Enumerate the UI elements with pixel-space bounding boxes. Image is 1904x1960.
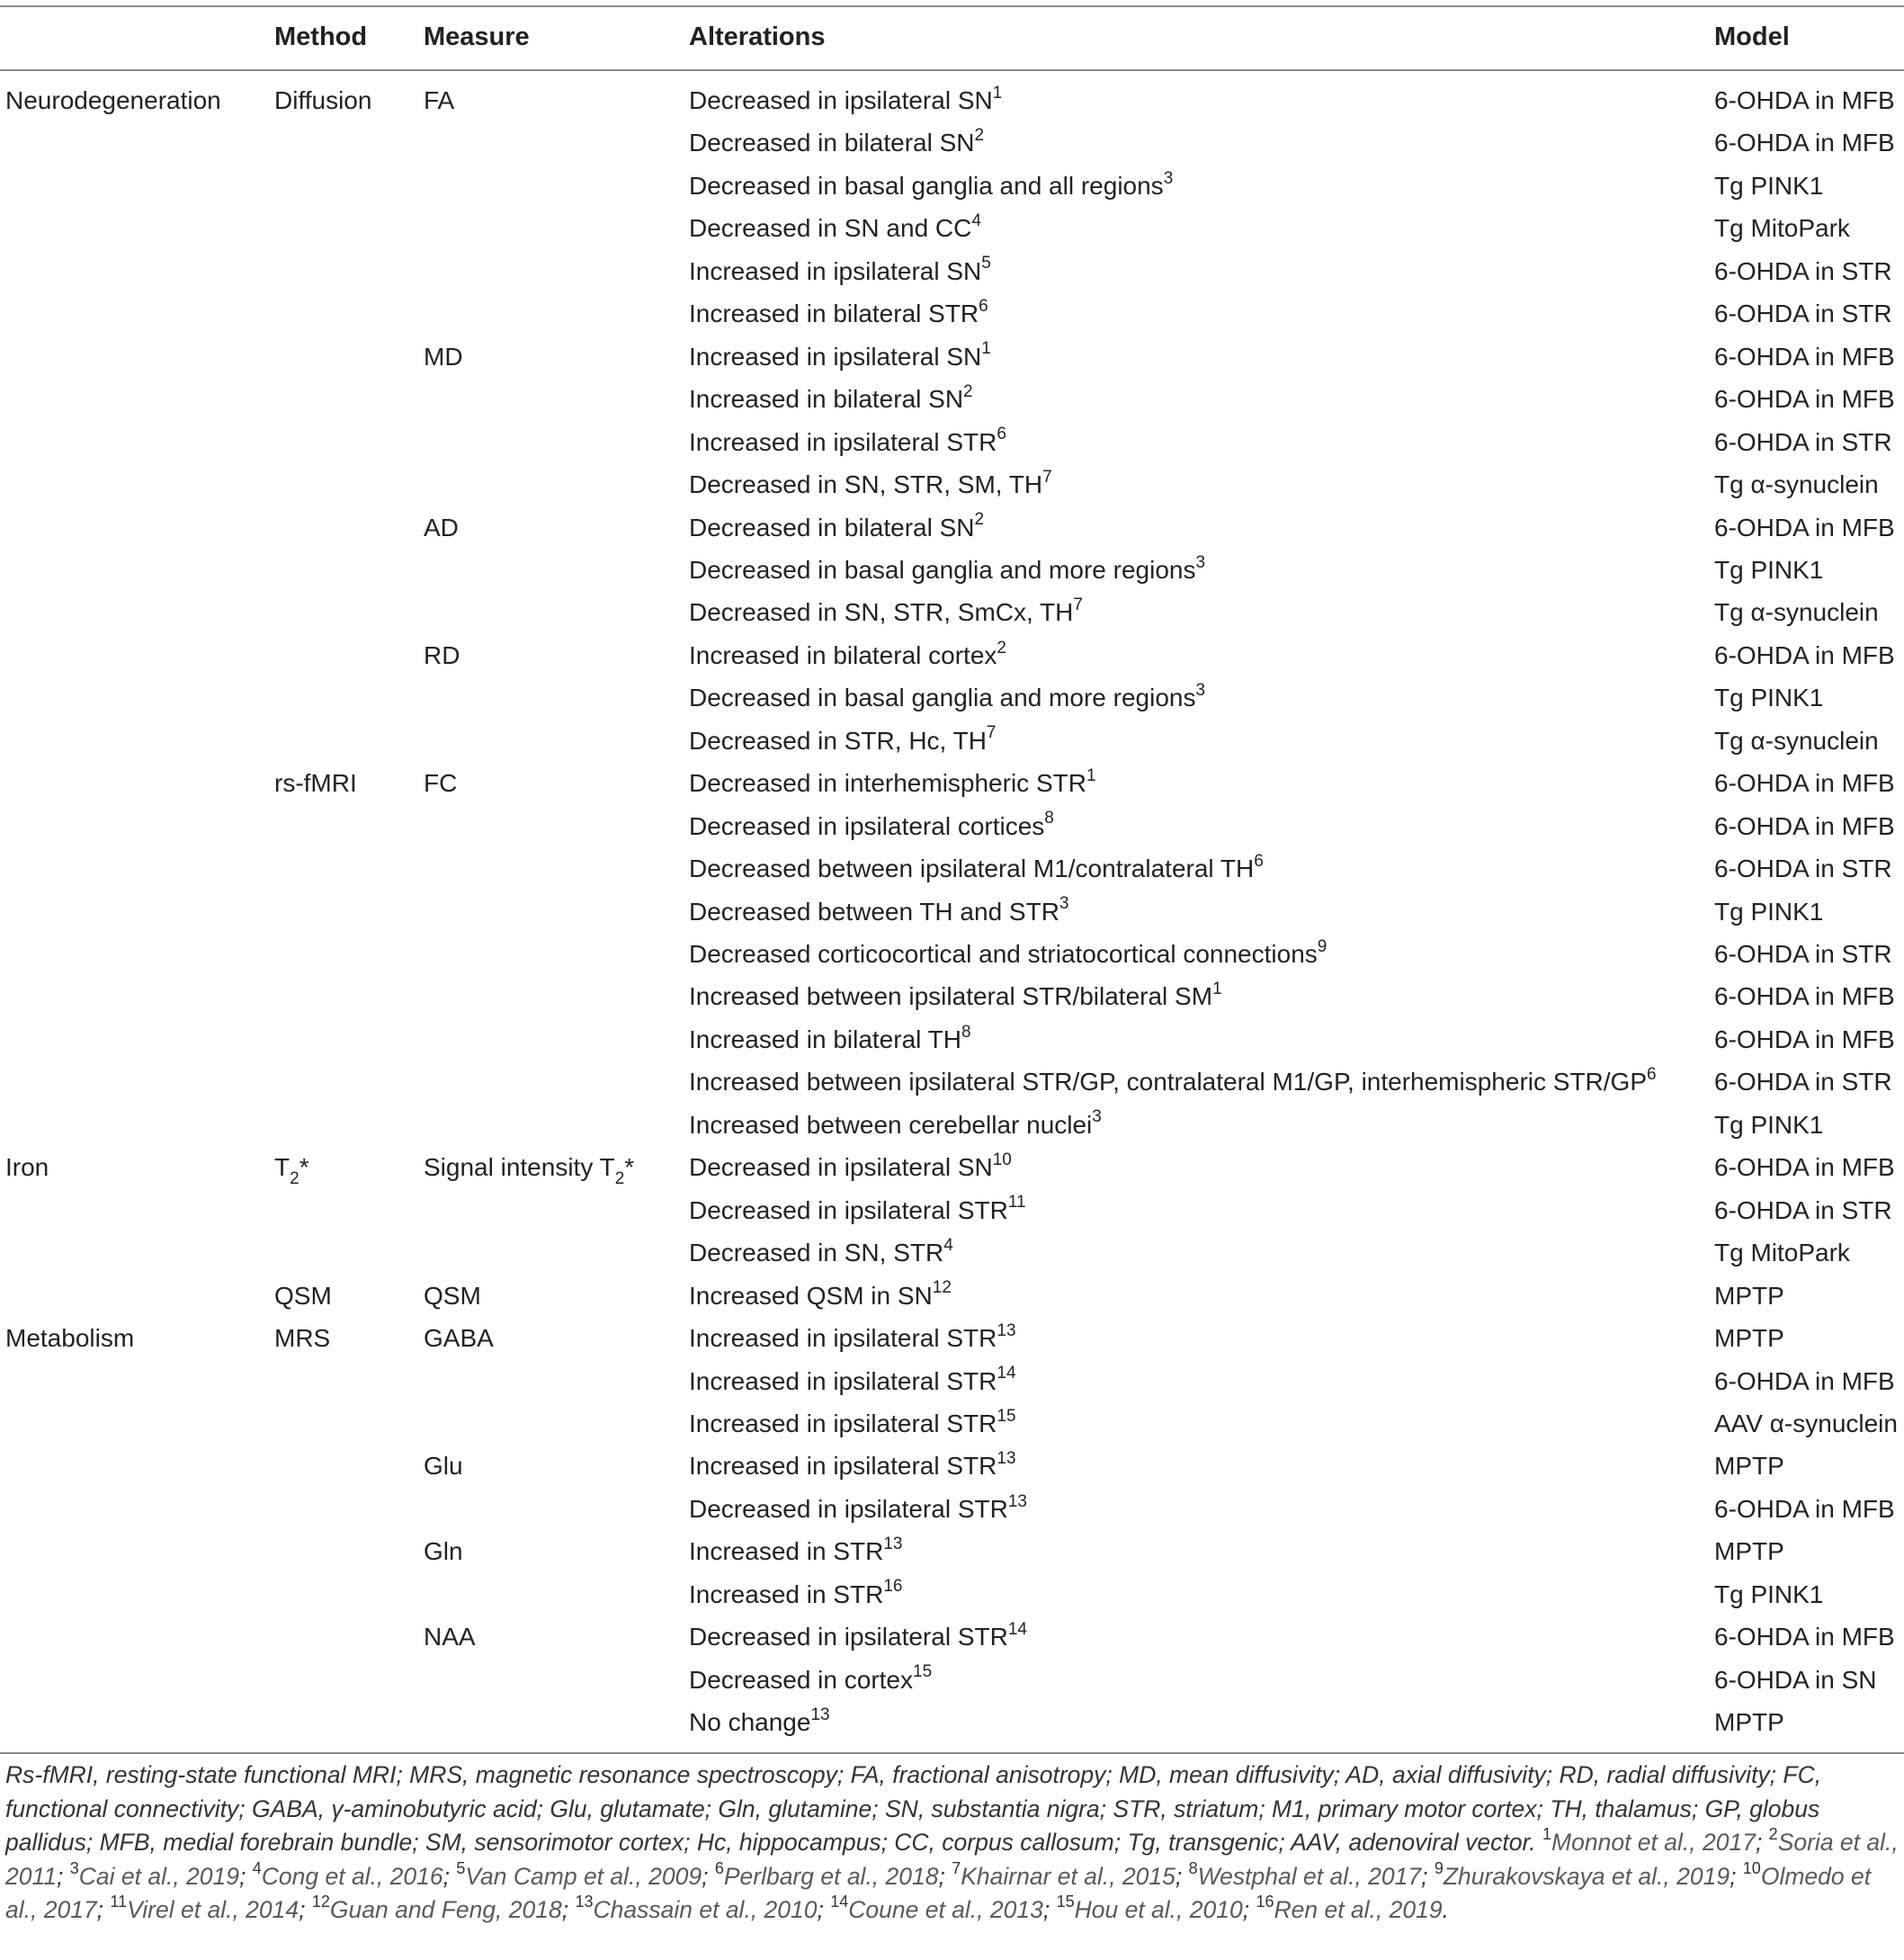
table-row [0,847,1904,890]
table-row [0,1573,1904,1615]
cell-alteration: Decreased in ipsilateral STR$^{13}$ [689,1491,1027,1523]
cell-measure: Glu [424,1452,463,1481]
cell-alteration: Decreased in cortex$^{15}$ [689,1662,933,1694]
table-row [0,165,1904,207]
cell-model: 6-OHDA in STR [1714,256,1892,285]
footnote-ref-number: 5 [456,1858,466,1877]
cell-measure: Signal intensity $T_2*$ [424,1153,635,1188]
table-row [0,121,1904,164]
footnote-ref-citation: Virel et al., 2014 [127,1896,299,1923]
reference-superscript: 2 [974,510,985,530]
cell-model: MPTP [1714,1452,1784,1481]
reference-superscript: 6 [1647,1065,1657,1085]
cell-model: 6-OHDA in MFB [1714,1494,1895,1523]
cell-measure: NAA [424,1623,476,1651]
cell-alteration: Decreased in interhemispheric STR$^1$ [689,765,1096,798]
footnote-ref-citation: Olmedo et al., 2017 [5,1862,1872,1923]
reference-superscript: 3 [1092,1107,1102,1127]
cell-measure: AD [424,513,459,541]
cell-alteration: Decreased in SN, STR, SM, $TH^7$ [689,467,1052,499]
table-row [0,1488,1904,1530]
cell-alteration: Increased in ipsilateral STR$^{14}$ [689,1364,1016,1395]
reference-superscript: 4 [943,1235,953,1255]
footnote-ref-citation: Cai et al., 2019 [78,1862,240,1890]
table-row [0,1317,1904,1359]
footnote-ref-citation: Coune et al., 2013 [848,1896,1043,1923]
cell-model: 6-OHDA in MFB [1714,811,1895,840]
cell-alteration: Decreased in bilateral $SN^2$ [689,126,985,157]
cell-model: Tg α-synuclein [1714,726,1879,755]
cell-alteration: Increased between cerebellar nuclei$^3$ [689,1107,1102,1139]
cell-model: 6-OHDA in MFB [1714,1623,1895,1651]
cell-model: Tg PINK1 [1714,1110,1824,1139]
reference-superscript: 13 [810,1705,830,1724]
reference-superscript: 6 [979,296,988,316]
reference-superscript: 3 [1059,894,1069,914]
reference-superscript: 1 [1212,980,1222,999]
table-header [0,16,1904,58]
footnote-references: $^1$Monnot et al., 2017; $^2$Soria et al., 2011; $^3$Cai et al., 2019; $^4$Cong et al., 2016; $^5$Van Camp et al., 2009; $^6$Perlbarg et al., 2018; $^7$Khairnar et al., 2015; $^8$Westphal et al., 2017; $^9$Zhurakovskaya et al., 2019; $^{10}$Olmedo et al., 2017; $^{11}$Virel et al., 2014; $^{12}$Guan and Feng, 2018; $^{13}$Chassain et al., 2010; $^{14}$Coune et al., 2013; $^{15}$Hou et al., 2010; $^{16}$Ren et al., 2019. [5,1825,1899,1923]
reference-superscript: 1 [1086,765,1096,785]
reference-superscript: 2 [974,126,985,146]
reference-superscript: 7 [1042,467,1052,487]
table-row [0,421,1904,463]
reference-superscript: 9 [1317,936,1327,956]
table-top-rule [0,5,1904,7]
cell-model: 6-OHDA in MFB [1714,129,1895,157]
cell-model: Tg MitoPark [1714,214,1850,243]
cell-measure: RD [424,640,460,669]
footnote-ref-citation: Chassain et al., 2010 [593,1896,818,1923]
table-row [0,463,1904,506]
footnote-ref-citation: Hou et al., 2010 [1074,1896,1243,1923]
cell-model: 6-OHDA in MFB [1714,1366,1895,1395]
reference-superscript: 15 [997,1406,1016,1426]
cell-model: Tg PINK1 [1714,684,1824,712]
reference-superscript: 3 [1195,680,1206,700]
footnote-ref-number: 6 [714,1858,724,1877]
footnote-ref-citation: Monnot et al., 2017 [1551,1829,1756,1856]
reference-superscript: 11 [1007,1193,1026,1213]
cell-method: MRS [274,1324,331,1353]
reference-superscript: 8 [1044,809,1054,828]
cell-model: Tg PINK1 [1714,1580,1824,1608]
cell-model: 6-OHDA in STR [1714,940,1892,968]
cell-alteration: Decreased in basal ganglia and more regions$^3$ [689,552,1206,584]
cell-method: $T_2*$ [274,1153,309,1188]
cell-alteration: Decreased in ipsilateral SN$^{10}$ [689,1150,1012,1182]
header-alterations: Alterations [689,22,826,51]
cell-model: Tg PINK1 [1714,555,1824,584]
table-row [0,805,1904,847]
cell-model: 6-OHDA in STR [1714,1068,1892,1096]
table-row [0,1530,1904,1572]
table-row [0,250,1904,292]
cell-model: MPTP [1714,1537,1784,1566]
reference-superscript: 8 [961,1022,971,1042]
table-row [0,1275,1904,1317]
reference-superscript: 4 [971,211,981,231]
table-footnote [5,1759,1901,1928]
cell-alteration: Increased in ipsilateral STR$^{15}$ [689,1406,1016,1437]
cell-alteration: Increased between ipsilateral STR/bilateral $SM^1$ [689,980,1222,1011]
footnote-ref-number: 10 [1742,1858,1761,1877]
footnote-ref-citation: Perlbarg et al., 2018 [723,1862,939,1890]
reference-superscript: 3 [1163,168,1174,188]
cell-group: Metabolism [5,1324,135,1353]
cell-model: 6-OHDA in STR [1714,855,1892,883]
reference-superscript: 13 [997,1449,1016,1469]
table-row [0,1104,1904,1146]
table-row [0,378,1904,420]
reference-superscript: 15 [913,1662,933,1682]
reference-superscript: 10 [992,1150,1012,1169]
footnote-ref-number: 2 [1768,1825,1778,1844]
table-row [0,292,1904,335]
cell-alteration: Increased in ipsilateral $SN^5$ [689,254,991,285]
reference-superscript: 5 [981,254,991,273]
cell-alteration: Decreased in SN, STR, SmCx, $TH^7$ [689,595,1083,627]
footnote-ref-citation: Soria et al., 2011 [5,1829,1899,1890]
cell-alteration: Increased in ipsilateral STR$^6$ [689,425,1006,456]
reference-superscript: 2 [997,638,1006,658]
header-method: Method [274,22,368,51]
table-row [0,1061,1904,1103]
table-bottom-rule [0,1752,1904,1754]
reference-superscript: 2 [963,381,973,401]
table-row [0,676,1904,719]
footnote-ref-number: 13 [575,1893,594,1911]
table-row [0,1018,1904,1061]
table-row [0,1402,1904,1445]
reference-superscript: 14 [1007,1619,1027,1639]
cell-model: 6-OHDA in MFB [1714,769,1895,798]
table-row [0,207,1904,249]
table-row [0,762,1904,804]
table-row [0,1445,1904,1487]
reference-superscript: 6 [997,425,1006,444]
footnote-ref-citation: Westphal et al., 2017 [1197,1862,1422,1890]
cell-model: MPTP [1714,1281,1784,1310]
reference-superscript: 13 [1007,1491,1027,1511]
cell-model: Tg α-synuclein [1714,470,1879,499]
cell-model: 6-OHDA in MFB [1714,640,1895,669]
cell-alteration: Increased in bilateral $TH^8$ [689,1022,971,1053]
reference-superscript: 13 [997,1320,1016,1340]
cell-alteration: Increased in ipsilateral $SN^1$ [689,339,991,371]
cell-model: Tg α-synuclein [1714,598,1879,627]
cell-alteration: Increased in bilateral $SN^2$ [689,381,973,414]
table-row [0,975,1904,1017]
cell-method-subscript: 2 [290,1168,299,1188]
footnote-ref-citation: Cong et al., 2016 [261,1862,443,1890]
footnote-ref-number: 9 [1434,1858,1444,1877]
cell-measure-subscript: 2 [614,1168,625,1188]
cell-alteration: Increased in bilateral cortex$^2$ [689,638,1006,669]
cell-model: 6-OHDA in MFB [1714,385,1895,414]
table-row [0,549,1904,591]
cell-model: MPTP [1714,1324,1784,1353]
table-row [0,933,1904,975]
footnote-ref-number: 14 [830,1893,849,1911]
cell-alteration: Decreased in basal ganglia and more regions$^3$ [689,680,1206,712]
footnote-ref-number: 8 [1188,1858,1198,1877]
cell-measure: QSM [424,1281,481,1310]
cell-alteration: Decreased in basal ganglia and all regions$^3$ [689,168,1174,200]
footnote-ref-number: 4 [252,1858,262,1877]
header-measure: Measure [424,22,530,51]
cell-model: 6-OHDA in MFB [1714,1025,1895,1053]
table-row [0,720,1904,762]
cell-alteration: Increased in bilateral STR$^6$ [689,296,988,328]
footnote-ref-number: 3 [69,1858,79,1877]
table-row [0,1360,1904,1402]
cell-model: AAV α-synuclein [1714,1409,1898,1437]
cell-alteration: Increased QSM in SN$^{12}$ [689,1278,952,1310]
table-row [0,1146,1904,1188]
table-row [0,336,1904,378]
cell-alteration: Decreased between TH and STR$^3$ [689,894,1069,926]
cell-measure: FA [424,86,455,114]
cell-alteration: Decreased in ipsilateral STR$^{11}$ [689,1193,1026,1224]
cell-alteration: Increased in ipsilateral STR$^{13}$ [689,1320,1016,1353]
cell-group: Neurodegeneration [5,86,221,114]
cell-alteration: Decreased in ipsilateral STR$^{14}$ [689,1619,1027,1651]
reference-superscript: 14 [997,1364,1016,1383]
header-model: Model [1714,22,1790,51]
table-row [0,1189,1904,1231]
footnote-ref-number: 7 [952,1858,961,1877]
cell-alteration: Decreased in SN and $CC^4$ [689,211,981,243]
footnote-abbreviations: Rs-fMRI, resting-state functional MRI; MRS, magnetic resonance spectroscopy; FA, fractional anisotropy; MD, mean diffusivity; AD, axial diffusivity; RD, radial diffusivity; FC, functional connectivity; GABA, γ-aminobutyric acid; Glu, glutamate; Gln, glutamine; SN, substantia nigra; STR, striatum; M1, primary motor cortex; TH, thalamus; GP, globus pallidus; MFB, medial forebrain bundle; SM, sensorimotor cortex; Hc, hippocampus; CC, corpus callosum; Tg, transgenic; AAV, adenoviral vector. [5,1761,1822,1856]
cell-model: 6-OHDA in MFB [1714,982,1895,1011]
cell-alteration: Decreased in SN, STR$^4$ [689,1235,953,1267]
cell-method: QSM [274,1281,332,1310]
table-row [0,1659,1904,1701]
cell-measure: GABA [424,1324,494,1353]
cell-model: 6-OHDA in MFB [1714,513,1895,541]
table-row [0,1615,1904,1658]
cell-alteration: Decreased between ipsilateral M1/contralateral $TH^6$ [689,851,1264,883]
reference-superscript: 1 [981,339,991,359]
cell-measure: FC [424,769,458,798]
reference-superscript: 13 [883,1534,903,1553]
footnote-ref-citation: Ren et al., 2019 [1274,1896,1443,1923]
cell-method: Diffusion [274,86,372,114]
table-header-rule [0,69,1904,71]
table-row [0,79,1904,121]
reference-superscript: 16 [883,1577,903,1597]
cell-model: 6-OHDA in MFB [1714,1153,1895,1182]
cell-model: MPTP [1714,1708,1784,1737]
footnote-ref-number: 15 [1056,1893,1075,1911]
reference-superscript: 7 [1073,595,1083,615]
table-row [0,891,1904,933]
cell-method: rs-fMRI [274,769,357,798]
cell-alteration: No change$^{13}$ [689,1705,830,1737]
cell-model: 6-OHDA in STR [1714,1195,1892,1224]
cell-model: 6-OHDA in MFB [1714,86,1895,114]
table-row [0,634,1904,676]
footnote-ref-number: 11 [110,1893,128,1911]
cell-model: 6-OHDA in MFB [1714,342,1895,371]
table-row [0,1701,1904,1743]
footnote-ref-citation: Zhurakovskaya et al., 2019 [1443,1862,1730,1890]
reference-superscript: 1 [992,83,1003,103]
table-row [0,506,1904,549]
footnote-ref-number: 12 [311,1893,330,1911]
footnote-ref-number: 1 [1542,1825,1552,1844]
cell-model: 6-OHDA in STR [1714,427,1892,456]
cell-model: Tg MitoPark [1714,1239,1850,1267]
reference-superscript: 12 [932,1278,952,1298]
cell-model: Tg PINK1 [1714,897,1824,926]
cell-measure: MD [424,342,463,371]
cell-alteration: Increased in STR$^{16}$ [689,1577,903,1608]
footnote-ref-citation: Guan and Feng, 2018 [329,1896,562,1923]
cell-measure: Gln [424,1537,463,1566]
cell-alteration: Decreased in STR, Hc, $TH^7$ [689,723,997,755]
cell-alteration: Decreased in bilateral $SN^2$ [689,510,985,541]
cell-model: 6-OHDA in SN [1714,1665,1877,1694]
footnote-ref-citation: Khairnar et al., 2015 [961,1862,1175,1890]
cell-model: Tg PINK1 [1714,171,1824,200]
footnote-ref-citation: Van Camp et al., 2009 [465,1862,702,1890]
table-row [0,591,1904,633]
cell-group: Iron [5,1153,49,1182]
cell-alteration: Increased in ipsilateral STR$^{13}$ [689,1449,1016,1481]
cell-alteration: Decreased corticocortical and striatocortical connections$^9$ [689,936,1327,968]
footnote-ref-number: 16 [1256,1893,1274,1911]
cell-model: 6-OHDA in STR [1714,300,1892,328]
reference-superscript: 6 [1254,851,1264,871]
cell-alteration: Increased between ipsilateral STR/GP, contralateral M1/GP, interhemispheric STR/$GP^6$ [689,1065,1657,1096]
cell-alteration: Increased in STR$^{13}$ [689,1534,903,1566]
table-row [0,1231,1904,1274]
reference-superscript: 3 [1195,552,1206,572]
cell-alteration: Decreased in ipsilateral $SN^1$ [689,83,1003,114]
reference-superscript: 7 [986,723,997,743]
cell-alteration: Decreased in ipsilateral cortices$^8$ [689,809,1054,840]
